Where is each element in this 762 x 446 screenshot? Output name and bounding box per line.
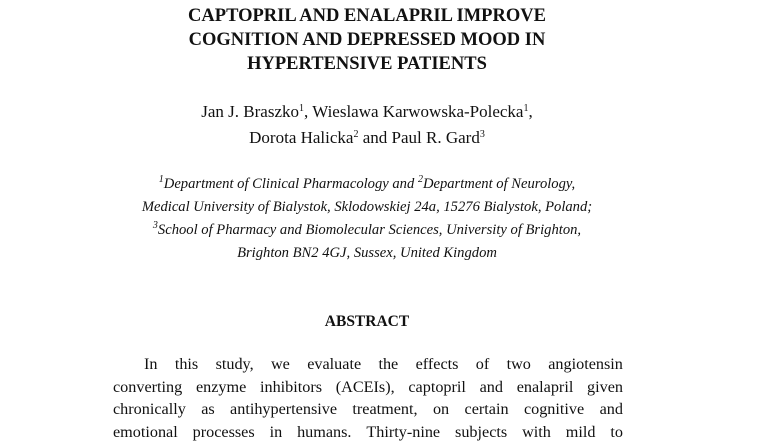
abstract-line [113,398,623,421]
affiliation-marker: 1 [158,174,164,185]
abstract-word: captopril [408,377,466,396]
affiliation-text: School of Pharmacy and Biomolecular Sciences, University of Brighton, [157,222,582,238]
abstract-word: effects [415,355,459,373]
abstract-word: Thirty-nine [366,422,441,441]
abstract-word: in [269,422,283,441]
affiliation-text: Department of Clinical Pharmacology and [163,176,418,192]
abstract-line [113,376,623,399]
abstract-heading: ABSTRACT [324,313,410,330]
abstract-word: as [201,400,215,418]
author-name: Jan J. Braszko [201,102,299,121]
abstract-word: converting [113,377,183,396]
abstract-word: the [378,355,399,373]
abstract-word: given [587,377,623,396]
title-line-2: COGNITION AND DEPRESSED MOOD IN [188,30,546,50]
affiliations [0,173,734,265]
affiliation-marker: 2 [417,174,423,185]
author-affiliation-marker: 2 [353,129,359,140]
author-line-1 [0,99,734,125]
author-affiliation-marker: 1 [299,103,304,114]
abstract-word: to [610,422,623,441]
title-line-1: CAPTOPRIL AND ENALAPRIL IMPROVE [188,6,546,26]
abstract-word: on [432,400,450,418]
author-list [0,99,734,151]
abstract-word: treatment, [352,400,418,418]
abstract-word: chronically [113,400,186,418]
author-separator: , [528,102,533,121]
abstract-word: subjects [455,422,508,441]
abstract-word: with [522,422,551,441]
abstract-word: study, [215,355,254,373]
abstract-word: and [599,400,623,418]
abstract-word: evaluate [307,355,362,373]
abstract-body [113,353,623,443]
author-affiliation-marker: 1 [523,103,529,114]
abstract-word: mild [565,422,596,441]
affiliation-marker: 3 [152,220,158,231]
abstract-line [113,353,623,376]
author-name: Paul R. Gard [391,128,480,147]
abstract-word: In [144,355,158,373]
author-conjunction: and [358,128,392,147]
abstract-word: two [506,355,531,373]
abstract-word: angiotensin [548,355,623,373]
paper-title [0,4,734,76]
abstract-word: we [270,355,290,373]
abstract-word: inhibitors [259,377,323,396]
abstract-word: humans. [297,422,352,441]
title-line-3: HYPERTENSIVE PATIENTS [247,54,487,74]
author-separator: , [304,102,313,121]
author-affiliation-marker: 3 [479,129,485,140]
abstract-word: cognitive [523,400,585,418]
abstract-word: this [174,355,199,373]
abstract-word: certain [464,400,509,418]
affiliation-line-2: Medical University of Bialystok, Sklodowskiej 24a, 15276 Bialystok, Poland; [141,199,593,215]
abstract-line [113,421,623,444]
abstract-word: emotional [113,422,178,441]
abstract-word: antihypertensive [230,400,338,418]
affiliation-line-1 [0,173,734,196]
abstract-word: enalapril [516,377,574,396]
author-name: Wieslawa Karwowska-Polecka [312,102,524,121]
abstract-word: enzyme [195,377,247,396]
abstract-word: and [479,377,503,396]
affiliation-text: Department of Neurology, [422,176,576,192]
affiliation-line-4: Brighton BN2 4GJ, Sussex, United Kingdom [237,245,497,261]
abstract-word: processes [192,422,255,441]
abstract-word: of [475,355,490,373]
author-line-2 [0,125,734,151]
author-name: Dorota Halicka [249,128,354,147]
affiliation-line-3 [0,219,734,242]
abstract-word: (ACEIs), [335,377,395,396]
